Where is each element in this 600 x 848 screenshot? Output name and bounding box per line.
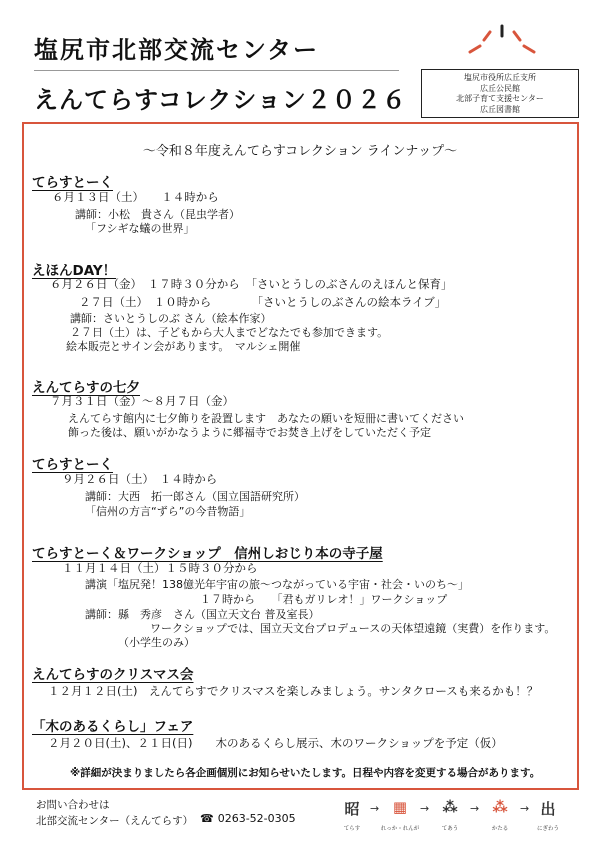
step-caption: てあう xyxy=(441,826,459,832)
arrow-right-icon: → xyxy=(370,802,380,815)
section-heading-talk1: てらすとーく xyxy=(32,175,113,191)
step-terasu xyxy=(330,798,374,832)
talk1-topic: 「フシギな蟻の世界」 xyxy=(85,222,195,235)
arrow-right-icon: → xyxy=(520,802,530,815)
step-glyph: ⁂ xyxy=(442,798,458,816)
workshop-detail: ワークショップでは、国立天文台プロデュースの天体望遠鏡（実費）を作ります。 xyxy=(150,622,556,635)
organizer-line: 広丘公民館 xyxy=(480,83,520,93)
workshop-speaker: 講師：縣 秀彦 さん（国立天文台 普及室長） xyxy=(85,608,320,621)
ehon-line-1: ６月２６日（金） １７時３０分から 「さいとうしのぶさんのえほんと保育」 xyxy=(50,277,453,291)
xmas-line: １２月１２日(土) えんてらすでクリスマスを楽しみましょう。サンタクロースも来るかも！？ xyxy=(48,684,539,698)
wood-line: ２月２０日(土)、２１日(日) 木のあるくらし展示、木のワークショップを予定（仮） xyxy=(48,736,503,750)
organizer-line: 塩尻市役所広丘支所 xyxy=(464,73,536,82)
section-heading-wood: 「木のあるくらし」フェア xyxy=(32,719,194,735)
step-caption: にぎわう xyxy=(536,826,559,832)
step-caption: てらす xyxy=(343,826,361,832)
ehon-speaker: 講師：さいとうしのぶ さん（絵本作家） xyxy=(70,312,272,325)
org-title: 塩尻市北部交流センター xyxy=(34,36,320,64)
talk2-date: ９月２６日（土） １４時から xyxy=(62,472,218,486)
step-caption: かたる xyxy=(491,826,509,832)
step-glyph: ⁂ xyxy=(492,798,508,816)
talk1-speaker: 講師：小松 貴さん（昆虫学者） xyxy=(75,208,240,221)
section-heading-ehon: えほんDAY！ xyxy=(32,263,117,279)
contact-label: お問い合わせは xyxy=(36,799,110,811)
step-teau xyxy=(428,798,472,832)
step-glyph: 出 xyxy=(540,800,556,818)
organizer-box xyxy=(421,69,579,118)
section-heading-workshop: てらすとーく＆ワークショップ 信州しおじり本の寺子屋 xyxy=(32,546,383,562)
ehon-line-4: ２７日（土）は、子どもから大人までどなたでも参加できます。 xyxy=(70,326,389,339)
concept-steps xyxy=(330,798,570,843)
workshop-eligibility: （小学生のみ） xyxy=(118,636,195,649)
arrow-right-icon: → xyxy=(420,802,430,815)
workshop-time: １７時から 「君もガリレオ！」ワークショップ xyxy=(200,593,448,606)
lineup-title: ～令和８年度えんてらすコレクション ラインナップ～ xyxy=(142,144,458,159)
tanabata-line-2: えんてらす館内に七夕飾りを設置します あなたの願いを短冊に書いてください xyxy=(68,412,464,425)
workshop-date: １１月１４日（土）１５時３０分から xyxy=(62,561,258,575)
step-glyph: 昭 xyxy=(344,800,360,818)
step-caption: れっか・れんが xyxy=(380,826,420,832)
step-kataru xyxy=(478,798,522,832)
sunburst-icon xyxy=(462,20,542,60)
event-title: えんてらすコレクション２０２６ xyxy=(34,86,407,114)
phone-icon: ☎ xyxy=(200,812,214,825)
workshop-lecture: 講演「塩尻発！138億光年宇宙の旅～つながっている宇宙・社会・いのち～」 xyxy=(85,578,469,591)
title-divider xyxy=(34,70,399,71)
step-rekka xyxy=(378,798,422,832)
tanabata-line-3: 飾った後は、願いがかなうように郷福寺でお焚き上げをしていただく予定 xyxy=(68,426,431,439)
section-heading-tanabata: えんてらすの七夕 xyxy=(32,380,140,396)
section-heading-xmas: えんてらすのクリスマス会 xyxy=(32,667,194,683)
ehon-line-5: 絵本販売とサイン会があります。 マルシェ開催 xyxy=(66,340,301,353)
talk1-date: ６月１３日（土） １４時から xyxy=(52,190,219,204)
section-heading-talk2: てらすとーく xyxy=(32,457,113,473)
arrow-right-icon: → xyxy=(470,802,480,815)
tanabata-date: ７月３１日（金）～８月７日（金） xyxy=(50,394,234,408)
phone-number xyxy=(200,812,296,825)
talk2-speaker: 講師：大西 拓一郎さん（国立国語研究所） xyxy=(85,490,305,503)
contact-name: 北部交流センター（えんてらす） xyxy=(36,815,194,827)
disclaimer-note: ※詳細が決まりましたら各企画個別にお知らせいたします。日程や内容を変更する場合があります。 xyxy=(70,767,541,779)
step-glyph: ▦ xyxy=(392,798,408,816)
talk2-topic: 「信州の方言“ずら”の今昔物語」 xyxy=(85,505,251,518)
organizer-line: 北部子育て支援センター xyxy=(456,94,544,103)
organizer-line: 広丘図書館 xyxy=(480,104,520,114)
phone-text: 0263-52-0305 xyxy=(217,812,296,825)
ehon-line-2: ２７日（土） １０時から 「さいとうしのぶさんの絵本ライブ」 xyxy=(79,295,447,309)
step-nigiwau xyxy=(526,798,570,832)
